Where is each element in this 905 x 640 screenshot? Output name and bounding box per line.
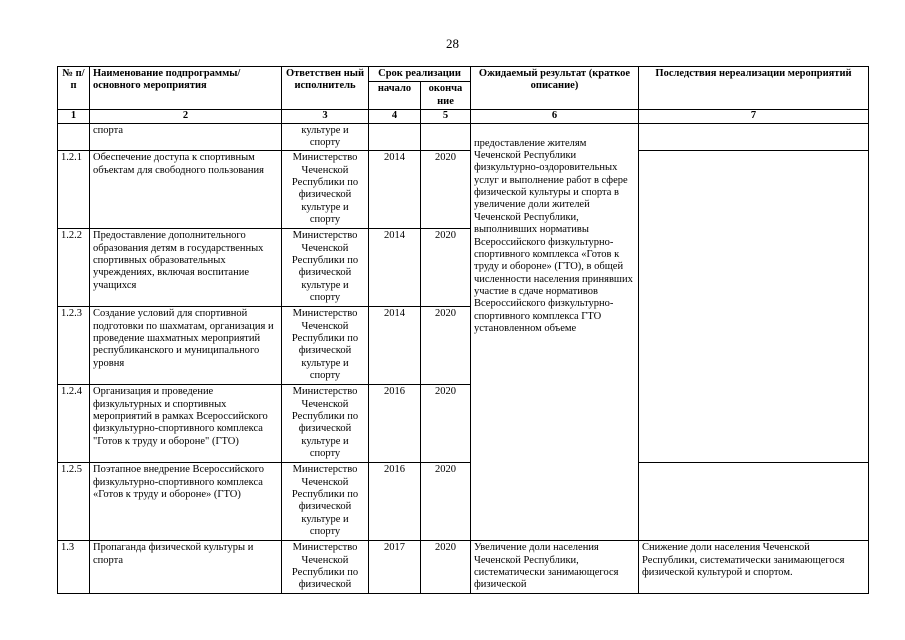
row-consequences (639, 463, 869, 541)
row-name: Предоставление дополнительного образования детям в государственных спортивных образовательных учреждениях, включая воспитание учащихся (90, 229, 282, 307)
column-numbers-row (58, 110, 869, 123)
row-responsible: Министерство Чеченской Республики по физической культуре и спорту (282, 463, 369, 541)
row-consequences (639, 151, 869, 463)
row-name: Обеспечение доступа к спортивным объектам для свободного пользования (90, 151, 282, 229)
row-start: 2014 (369, 151, 421, 229)
row-name: Организация и проведение физкультурных и спортивных мероприятий в рамках Всероссийского физкультурно-спортивного комплекса "Готов к труду и обороне" (ГТО) (90, 385, 282, 463)
col-number: 4 (369, 110, 421, 123)
row-responsible: Министерство Чеченской Республики по физической культуре и спорту (282, 151, 369, 229)
row-start: 2014 (369, 229, 421, 307)
header-num: № п/п (58, 67, 90, 110)
row-name: спорта (90, 123, 282, 151)
row-name: Создание условий для спортивной подготовки по шахматам, организация и проведение шахматных мероприятий республиканского и муниципального уровня (90, 307, 282, 385)
row-end: 2020 (421, 541, 471, 594)
row-responsible: культуре и спорту (282, 123, 369, 151)
col-number: 5 (421, 110, 471, 123)
header-result: Ожидаемый результат (краткое описание) (471, 67, 639, 110)
col-number: 1 (58, 110, 90, 123)
row-num: 1.2.3 (58, 307, 90, 385)
col-number: 2 (90, 110, 282, 123)
row-name: Поэтапное внедрение Всероссийского физкультурно-спортивного комплекса «Готов к труду и обороне» (ГТО) (90, 463, 282, 541)
table-row (58, 463, 869, 541)
col-number: 6 (471, 110, 639, 123)
header-row (58, 67, 869, 82)
col-number: 3 (282, 110, 369, 123)
row-end: 2020 (421, 463, 471, 541)
row-end: 2020 (421, 385, 471, 463)
header-responsible: Ответствен ный исполнитель (282, 67, 369, 110)
row-consequences (639, 123, 869, 151)
row-responsible: Министерство Чеченской Республики по физической (282, 541, 369, 594)
page-number: 28 (446, 36, 459, 51)
row-start (369, 123, 421, 151)
merged-result (471, 123, 639, 541)
row-num (58, 123, 90, 151)
row-num: 1.3 (58, 541, 90, 594)
row-end: 2020 (421, 229, 471, 307)
row-num: 1.2.1 (58, 151, 90, 229)
row-end: 2020 (421, 151, 471, 229)
header-name: Наименование подпрограммы/ основного мероприятия (90, 67, 282, 110)
table-row (58, 123, 869, 151)
row-start: 2014 (369, 307, 421, 385)
table-row (58, 151, 869, 229)
row-start: 2016 (369, 463, 421, 541)
row-num: 1.2.2 (58, 229, 90, 307)
program-table (57, 66, 869, 594)
header-end: оконча ние (421, 82, 471, 110)
row-start: 2017 (369, 541, 421, 594)
col-number: 7 (639, 110, 869, 123)
row-result: Увеличение доли населения Чеченской Республики, систематически занимающегося физической (471, 541, 639, 594)
header-consequences: Последствия нереализации мероприятий (639, 67, 869, 110)
row-num: 1.2.5 (58, 463, 90, 541)
row-end (421, 123, 471, 151)
row-responsible: Министерство Чеченской Республики по физической культуре и спорту (282, 307, 369, 385)
row-name: Пропаганда физической культуры и спорта (90, 541, 282, 594)
row-consequences: Снижение доли населения Чеченской Республики, систематически занимающегося физической культурой и спортом. (639, 541, 869, 594)
merged-result-text: предоставление жителям Чеченской Республики физкультурно-оздоровительных услуг и выполнение работ в сфере физической культуры и спорта в увеличение доли жителей Чеченской Республики, выполнивших нормативы Всероссийского физкультурно-спортивного комплекса «Готов к труду и обороне» (ГТО), в общей численности населения принявших участие в сдаче нормативов Всероссийского физкультурно-спортивного комплекса ГТО установленном объеме (474, 137, 633, 335)
row-end: 2020 (421, 307, 471, 385)
row-num: 1.2.4 (58, 385, 90, 463)
table-row (58, 541, 869, 594)
header-term: Срок реализации (369, 67, 471, 82)
row-responsible: Министерство Чеченской Республики по физической культуре и спорту (282, 385, 369, 463)
row-responsible: Министерство Чеченской Республики по физической культуре и спорту (282, 229, 369, 307)
header-start: начало (369, 82, 421, 110)
row-start: 2016 (369, 385, 421, 463)
